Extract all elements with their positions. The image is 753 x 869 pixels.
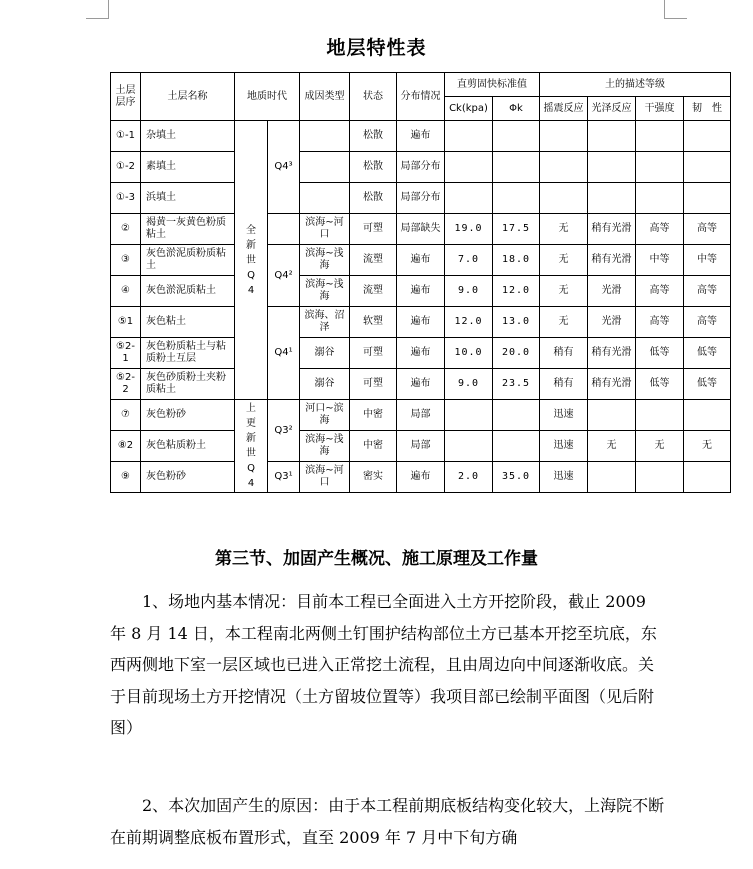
header-c: Ck(kpa) bbox=[445, 97, 493, 121]
table-row bbox=[111, 307, 731, 338]
cell-state: 密实 bbox=[350, 462, 397, 493]
table-row bbox=[111, 369, 731, 400]
cell-c bbox=[445, 183, 493, 214]
cell-tough: 低等 bbox=[684, 338, 731, 369]
cell-phi: 35.0 bbox=[493, 462, 540, 493]
cell-name: 灰色粉砂 bbox=[141, 400, 235, 431]
cell-state: 中密 bbox=[350, 400, 397, 431]
cell-dist: 局部 bbox=[397, 431, 445, 462]
cell-genesis: 滨海~浅海 bbox=[300, 276, 350, 307]
cell-tough bbox=[684, 183, 731, 214]
cell-shake: 稍有 bbox=[540, 369, 588, 400]
age-upper-pleistocene bbox=[235, 400, 268, 493]
cell-no: ①-1 bbox=[111, 121, 141, 152]
cell-dry: 低等 bbox=[636, 338, 684, 369]
cell-gloss: 稍有光滑 bbox=[588, 214, 636, 245]
cell-dry bbox=[636, 152, 684, 183]
table-row bbox=[111, 462, 731, 493]
cell-phi bbox=[493, 183, 540, 214]
table-row bbox=[111, 276, 731, 307]
cell-dist: 遍布 bbox=[397, 245, 445, 276]
header-tough: 韧 性 bbox=[684, 97, 731, 121]
page-corner-mark-right bbox=[664, 0, 687, 19]
cell-dry bbox=[636, 462, 684, 493]
cell-phi: 23.5 bbox=[493, 369, 540, 400]
table-title: 地层特性表 bbox=[326, 37, 427, 59]
cell-state: 可塑 bbox=[350, 369, 397, 400]
header-age: 地质时代 bbox=[235, 73, 300, 121]
cell-tough: 高等 bbox=[684, 276, 731, 307]
sub-age: Q4² bbox=[268, 245, 300, 307]
cell-genesis: 滨海、沼泽 bbox=[300, 307, 350, 338]
cell-no: ⑤1 bbox=[111, 307, 141, 338]
cell-dist: 局部缺失 bbox=[397, 214, 445, 245]
cell-name: 灰色砂质粉土夹粉质粘土 bbox=[141, 369, 235, 400]
cell-no: ⑨ bbox=[111, 462, 141, 493]
cell-genesis: 溺谷 bbox=[300, 369, 350, 400]
cell-shake: 迅速 bbox=[540, 462, 588, 493]
cell-gloss: 稍有光滑 bbox=[588, 245, 636, 276]
cell-tough: 中等 bbox=[684, 245, 731, 276]
cell-state: 松散 bbox=[350, 121, 397, 152]
cell-shake bbox=[540, 121, 588, 152]
cell-name: 灰色粉质粘土与粘质粉土互层 bbox=[141, 338, 235, 369]
cell-genesis: 滨海~浅海 bbox=[300, 431, 350, 462]
page-corner-mark-left bbox=[86, 0, 109, 19]
section-heading: 第三节、加固产生概况、施工原理及工作量 bbox=[215, 549, 538, 569]
cell-no: ①-2 bbox=[111, 152, 141, 183]
cell-dry bbox=[636, 400, 684, 431]
cell-phi: 18.0 bbox=[493, 245, 540, 276]
header-phi: Φk bbox=[493, 97, 540, 121]
cell-c: 7.0 bbox=[445, 245, 493, 276]
cell-c bbox=[445, 152, 493, 183]
cell-phi: 12.0 bbox=[493, 276, 540, 307]
cell-gloss bbox=[588, 462, 636, 493]
cell-shake: 无 bbox=[540, 214, 588, 245]
header-gloss: 光泽反应 bbox=[588, 97, 636, 121]
cell-name: 灰色淤泥质粉质粘土 bbox=[141, 245, 235, 276]
cell-dry: 中等 bbox=[636, 245, 684, 276]
cell-tough bbox=[684, 462, 731, 493]
cell-phi: 17.5 bbox=[493, 214, 540, 245]
cell-no: ⑤2-1 bbox=[111, 338, 141, 369]
table-row bbox=[111, 400, 731, 431]
stratum-properties-table bbox=[110, 72, 731, 493]
cell-dry: 低等 bbox=[636, 369, 684, 400]
cell-phi bbox=[493, 431, 540, 462]
sub-age: Q4³ bbox=[268, 121, 300, 214]
cell-shake: 无 bbox=[540, 245, 588, 276]
cell-no: ⑧2 bbox=[111, 431, 141, 462]
cell-dist: 局部分布 bbox=[397, 183, 445, 214]
cell-name: 灰色粉砂 bbox=[141, 462, 235, 493]
cell-no: ② bbox=[111, 214, 141, 245]
cell-shake bbox=[540, 152, 588, 183]
cell-name: 素填土 bbox=[141, 152, 235, 183]
table-row bbox=[111, 183, 731, 214]
cell-tough bbox=[684, 400, 731, 431]
cell-tough bbox=[684, 121, 731, 152]
cell-shake: 无 bbox=[540, 276, 588, 307]
cell-c: 19.0 bbox=[445, 214, 493, 245]
cell-genesis bbox=[300, 183, 350, 214]
cell-gloss bbox=[588, 152, 636, 183]
cell-state: 软塑 bbox=[350, 307, 397, 338]
cell-shake: 无 bbox=[540, 307, 588, 338]
header-state: 状态 bbox=[350, 73, 397, 121]
cell-state: 可塑 bbox=[350, 338, 397, 369]
cell-state: 流塑 bbox=[350, 276, 397, 307]
cell-genesis: 滨海~河口 bbox=[300, 214, 350, 245]
table-row bbox=[111, 121, 731, 152]
cell-gloss: 稍有光滑 bbox=[588, 369, 636, 400]
cell-gloss: 光滑 bbox=[588, 307, 636, 338]
cell-name: 灰色粘质粉土 bbox=[141, 431, 235, 462]
cell-name: 灰色淤泥质粘土 bbox=[141, 276, 235, 307]
cell-genesis bbox=[300, 152, 350, 183]
cell-name: 杂填土 bbox=[141, 121, 235, 152]
cell-dry bbox=[636, 183, 684, 214]
cell-c: 9.0 bbox=[445, 369, 493, 400]
sub-age: Q3² bbox=[268, 400, 300, 462]
cell-tough: 低等 bbox=[684, 369, 731, 400]
header-name: 土层名称 bbox=[141, 73, 235, 121]
cell-no: ⑤2-2 bbox=[111, 369, 141, 400]
cell-gloss bbox=[588, 183, 636, 214]
cell-gloss: 无 bbox=[588, 431, 636, 462]
cell-no: ④ bbox=[111, 276, 141, 307]
cell-no: ①-3 bbox=[111, 183, 141, 214]
cell-dist: 遍布 bbox=[397, 338, 445, 369]
header-distribution: 分布情况 bbox=[397, 73, 445, 121]
cell-phi bbox=[493, 121, 540, 152]
cell-state: 松散 bbox=[350, 183, 397, 214]
cell-tough: 无 bbox=[684, 431, 731, 462]
cell-phi: 20.0 bbox=[493, 338, 540, 369]
cell-phi bbox=[493, 400, 540, 431]
cell-name: 灰色粘土 bbox=[141, 307, 235, 338]
cell-name: 浜填土 bbox=[141, 183, 235, 214]
age-holocene-label: 全新世Q4 bbox=[246, 224, 256, 296]
header-layer-no: 土层层序 bbox=[111, 73, 141, 121]
sub-age: Q3¹ bbox=[268, 462, 300, 493]
cell-genesis bbox=[300, 121, 350, 152]
cell-state: 流塑 bbox=[350, 245, 397, 276]
cell-dist: 遍布 bbox=[397, 276, 445, 307]
paragraph-reinforcement-reason bbox=[110, 790, 665, 853]
cell-c: 10.0 bbox=[445, 338, 493, 369]
age-upper-label: 上更新世Q4 bbox=[246, 403, 256, 489]
header-desc-group: 土的描述等级 bbox=[540, 73, 731, 97]
cell-tough: 高等 bbox=[684, 307, 731, 338]
paragraph-reinforcement-reason-text: 2、本次加固产生的原因：由于本工程前期底板结构变化较大，上海院不断在前期调整底板布置形式，直至 2009 年 7 月中下旬方确 bbox=[110, 796, 665, 847]
cell-c bbox=[445, 121, 493, 152]
header-shear-group: 直剪固快标准值 bbox=[445, 73, 540, 97]
cell-dry bbox=[636, 121, 684, 152]
cell-dist: 局部 bbox=[397, 400, 445, 431]
cell-tough: 高等 bbox=[684, 214, 731, 245]
sub-age: Q4¹ bbox=[268, 307, 300, 400]
cell-dry: 无 bbox=[636, 431, 684, 462]
cell-dist: 遍布 bbox=[397, 121, 445, 152]
cell-no: ⑦ bbox=[111, 400, 141, 431]
cell-tough bbox=[684, 152, 731, 183]
table-row bbox=[111, 152, 731, 183]
cell-dist: 遍布 bbox=[397, 369, 445, 400]
cell-no: ③ bbox=[111, 245, 141, 276]
cell-dist: 局部分布 bbox=[397, 152, 445, 183]
cell-c bbox=[445, 400, 493, 431]
paragraph-site-conditions-text: 1、场地内基本情况：目前本工程已全面进入土方开挖阶段，截止 2009 年 8 月 14 日，本工程南北两侧土钉围护结构部位土方已基本开挖至坑底，东西两侧地下室一层区域也已进入正常挖土流程，且由周边向中间逐渐收底。关于目前现场土方开挖情况（土方留坡位置等）我项目部已绘制平面图（见后附图） bbox=[110, 592, 657, 737]
cell-shake: 稍有 bbox=[540, 338, 588, 369]
cell-phi: 13.0 bbox=[493, 307, 540, 338]
cell-gloss: 光滑 bbox=[588, 276, 636, 307]
cell-gloss: 稍有光滑 bbox=[588, 338, 636, 369]
table-row bbox=[111, 245, 731, 276]
cell-phi bbox=[493, 152, 540, 183]
table-row bbox=[111, 431, 731, 462]
cell-shake: 迅速 bbox=[540, 431, 588, 462]
cell-dry: 高等 bbox=[636, 307, 684, 338]
table-row bbox=[111, 214, 731, 245]
cell-shake bbox=[540, 183, 588, 214]
cell-c: 2.0 bbox=[445, 462, 493, 493]
cell-state: 松散 bbox=[350, 152, 397, 183]
header-dry: 干强度 bbox=[636, 97, 684, 121]
cell-gloss bbox=[588, 400, 636, 431]
sub-age bbox=[268, 214, 300, 245]
cell-genesis: 滨海~河口 bbox=[300, 462, 350, 493]
cell-gloss bbox=[588, 121, 636, 152]
cell-genesis: 滨海~浅海 bbox=[300, 245, 350, 276]
cell-shake: 迅速 bbox=[540, 400, 588, 431]
paragraph-site-conditions bbox=[110, 586, 665, 744]
cell-dry: 高等 bbox=[636, 214, 684, 245]
cell-dist: 遍布 bbox=[397, 462, 445, 493]
header-shake: 摇震反应 bbox=[540, 97, 588, 121]
cell-c: 12.0 bbox=[445, 307, 493, 338]
cell-state: 可塑 bbox=[350, 214, 397, 245]
cell-c bbox=[445, 431, 493, 462]
cell-genesis: 河口~滨海 bbox=[300, 400, 350, 431]
age-holocene bbox=[235, 121, 268, 400]
cell-name: 褐黄一灰黄色粉质粘土 bbox=[141, 214, 235, 245]
cell-c: 9.0 bbox=[445, 276, 493, 307]
cell-genesis: 溺谷 bbox=[300, 338, 350, 369]
cell-dry: 高等 bbox=[636, 276, 684, 307]
cell-dist: 遍布 bbox=[397, 307, 445, 338]
table-row bbox=[111, 338, 731, 369]
cell-state: 中密 bbox=[350, 431, 397, 462]
header-genesis: 成因类型 bbox=[300, 73, 350, 121]
